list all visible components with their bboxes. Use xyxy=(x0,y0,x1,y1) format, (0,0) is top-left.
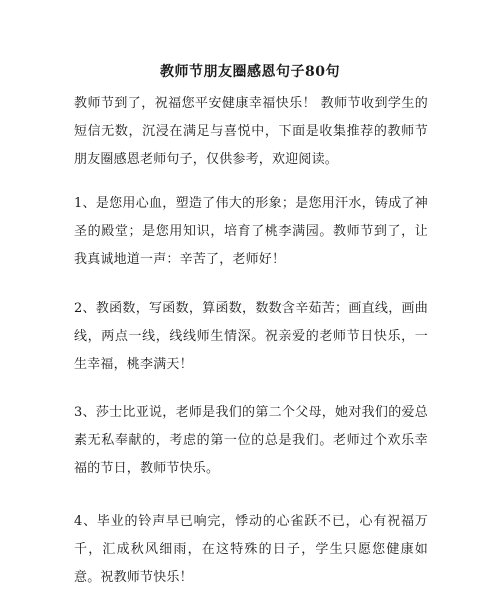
paragraph-intro xyxy=(74,90,428,174)
paragraph-text: 2、教函数，写函数，算函数，数数含辛茹苦；画直线，画曲线，两点一线，线线师生情深。祝亲爱的老师节日快乐，一生幸福，桃李满天！ xyxy=(74,301,428,372)
paragraph-text: 4、毕业的铃声早已响完，悸动的心雀跃不已，心有祝福万千，汇成秋风细雨，在这特殊的日子，学生只愿您健康如意。祝教师节快乐！ xyxy=(74,514,428,585)
paragraph-item-1 xyxy=(74,190,428,274)
paragraph-item-4 xyxy=(74,508,428,592)
paragraph-text: 3、莎士比亚说，老师是我们的第二个父母，她对我们的爱总素无私奉献的，考虑的第一位的总是我们。老师过个欢乐幸福的节日，教师节快乐。 xyxy=(74,405,428,476)
paragraph-text: 1、是您用心血，塑造了伟大的形象；是您用汗水，铸成了神圣的殿堂；是您用知识，培育了桃李满园。教师节到了，让我真诚地道一声：辛苦了，老师好！ xyxy=(74,196,428,267)
paragraph-text: 教师节到了，祝福您平安健康幸福快乐！ 教师节收到学生的短信无数，沉浸在满足与喜悦中，下面是收集推荐的教师节朋友圈感恩老师句子，仅供参考，欢迎阅读。 xyxy=(74,96,428,167)
paragraph-item-2 xyxy=(74,295,428,379)
document-title: 教师节朋友圈感恩句子80句 xyxy=(160,64,340,80)
paragraph-item-3 xyxy=(74,399,428,483)
